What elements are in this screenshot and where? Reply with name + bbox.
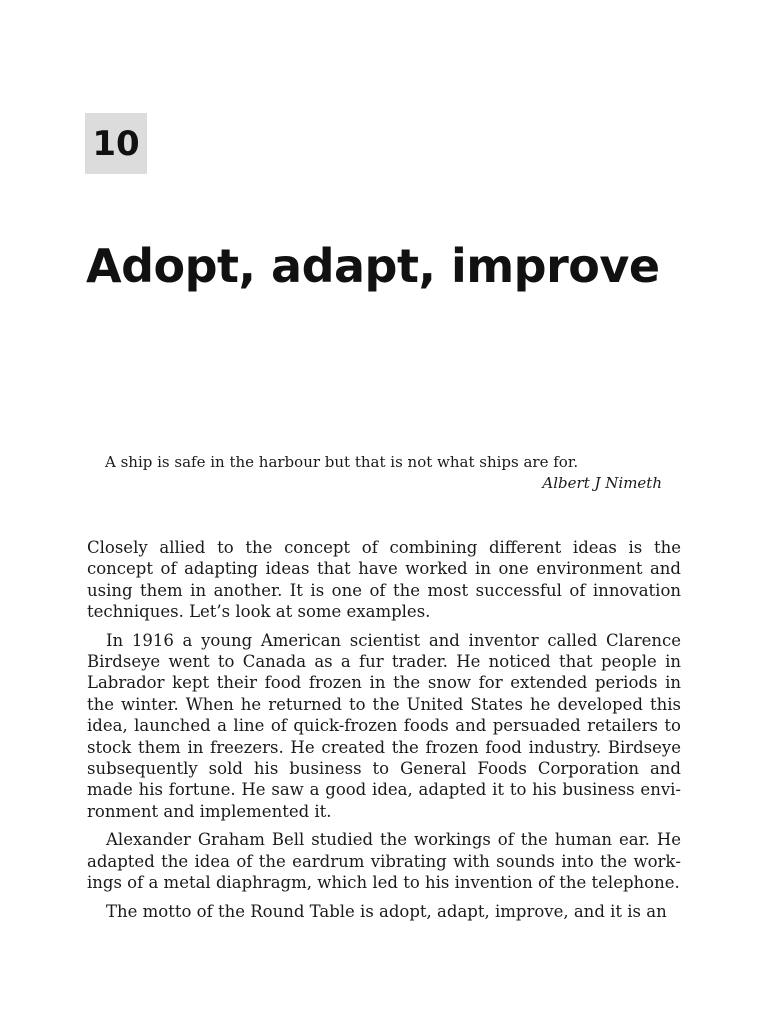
chapter-number-box bbox=[85, 113, 147, 174]
chapter-title: Adopt, adapt, improve bbox=[86, 239, 660, 293]
chapter-number: 10 bbox=[92, 123, 140, 164]
body-text bbox=[87, 537, 681, 929]
paragraph-round-table: The motto of the Round Table is adopt, adapt, improve, and it is an bbox=[106, 901, 667, 921]
paragraph-birdseye: In 1916 a young American scientist and inventor called Clarence Birdseye went to Canada as a fur trader. He noticed that people in Labrador kept their food frozen in the snow for extended periods in the winter. When he returned to the United States he developed this idea, launched a line of quick-frozen foods and persuaded retailers to stock them in freezers. He created the frozen food industry. Birdseye subsequently sold his business to General Foods Corporation and made his fortune. He saw a good idea, adapted it to his business environment and implemented it. bbox=[87, 630, 681, 821]
paragraph-bell: Alexander Graham Bell studied the workings of the human ear. He adapted the idea of the eardrum vibrating with sounds into the workings of a metal diaphragm, which led to his invention of the telephone. bbox=[87, 830, 681, 893]
epigraph-author: Albert J Nimeth bbox=[542, 474, 662, 492]
epigraph bbox=[105, 452, 665, 494]
paragraph-intro: Closely allied to the concept of combining different ideas is the concept of adapting ideas that have worked in one environment and using them in another. It is one of the most successful of innovation techniques. Let’s look at some examples. bbox=[87, 538, 681, 622]
epigraph-quote: A ship is safe in the harbour but that is not what ships are for. bbox=[105, 453, 579, 471]
